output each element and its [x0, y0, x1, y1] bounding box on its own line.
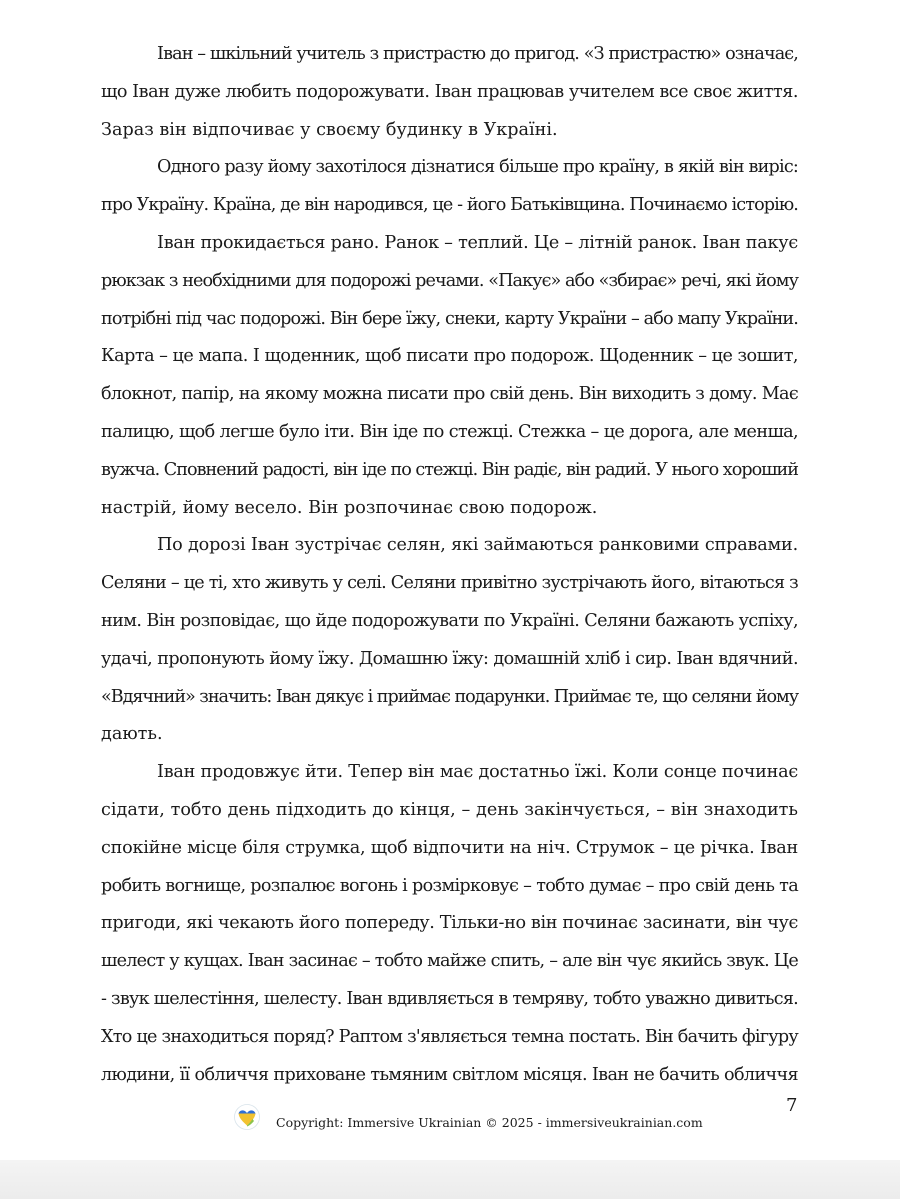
text-line: Селяни – це ті, хто живуть у селі. Селяни привітно зустрічають його, вітаються з: [101, 573, 798, 594]
text-line: Хто це знаходиться поряд? Раптом з'являється темна постать. Він бачить фігуру: [101, 1026, 799, 1047]
text-line: що Іван дуже любить подорожувати. Іван працював учителем все своє життя.: [101, 81, 799, 102]
text-line: блокнот, папір, на якому можна писати про свій день. Він виходить з дому. Має: [101, 384, 799, 405]
text-line: Іван продовжує йти. Тепер він має достатньо їжі. Коли сонце починає: [157, 762, 799, 783]
copyright-text: Copyright: Immersive Ukrainian © 2025 - immersiveukrainian.com: [276, 1114, 703, 1130]
text-line: вужча. Сповнений радості, він іде по стежці. Він радіє, він радий. У нього хороший: [101, 459, 799, 480]
text-line: ним. Він розповідає, що йде подорожувати по Україні. Селяни бажають успіху,: [101, 610, 798, 631]
text-line: Іван прокидається рано. Ранок – теплий. Це – літній ранок. Іван пакує: [157, 232, 799, 253]
story-text: [101, 36, 798, 1094]
text-line: про Україну. Країна, де він народився, це - його Батьківщина. Починаємо історію.: [101, 195, 798, 216]
text-line: палицю, щоб легше було іти. Він іде по стежці. Стежка – це дорога, але менша,: [101, 421, 799, 442]
text-line: пригоди, які чекають його попереду. Тільки-но він починає засинати, він чує: [101, 913, 799, 934]
text-line: рюкзак з необхідними для подорожі речами. «Пакує» або «збирає» речі, які йому: [101, 270, 799, 291]
text-line: Іван – шкільний учитель з пристрастю до пригод. «З пристрастю» означає,: [157, 44, 798, 64]
text-line: потрібні під час подорожі. Він бере їжу, снеки, карту України – або мапу України.: [101, 308, 798, 329]
text-line: настрій, йому весело. Він розпочинає свою подорож.: [101, 497, 598, 518]
text-line: дають.: [101, 724, 163, 745]
text-line: По дорозі Іван зустрічає селян, які займаються ранковими справами.: [157, 535, 799, 556]
text-line: робить вогнище, розпалює вогонь і розмірковує – тобто думає – про свій день та: [101, 875, 799, 896]
text-line: Одного разу йому захотілося дізнатися більше про країну, в якій він виріс:: [157, 157, 798, 178]
text-line: сідати, тобто день підходить до кінця, – день закінчується, – він знаходить: [101, 799, 798, 820]
ukrainian-heart-logo-icon: [234, 1104, 260, 1130]
text-line: людини, її обличчя приховане тьмяним світлом місяця. Іван не бачить обличчя: [101, 1064, 798, 1085]
page-number: 7: [786, 1095, 798, 1116]
text-line: - звук шелестіння, шелесту. Іван вдивляється в темряву, тобто уважно дивиться.: [101, 988, 798, 1009]
text-line: шелест у кущах. Іван засинає – тобто майже спить, – але він чує якийсь звук. Це: [101, 951, 799, 972]
text-line: «Вдячний» значить: Іван дякує і приймає подарунки. Приймає те, що селяни йому: [101, 686, 798, 707]
text-line: спокійне місце біля струмка, щоб відпочити на ніч. Струмок – це річка. Іван: [101, 837, 798, 858]
text-line: Карта – це мапа. І щоденник, щоб писати про подорож. Щоденник – це зошит,: [101, 346, 799, 367]
viewer-bottom-area: [0, 1160, 900, 1199]
text-line: Зараз він відпочиває у своєму будинку в Україні.: [101, 119, 558, 140]
text-line: удачі, пропонують йому їжу. Домашню їжу: домашній хліб і сир. Іван вдячний.: [101, 648, 798, 669]
footer: [234, 1104, 703, 1130]
